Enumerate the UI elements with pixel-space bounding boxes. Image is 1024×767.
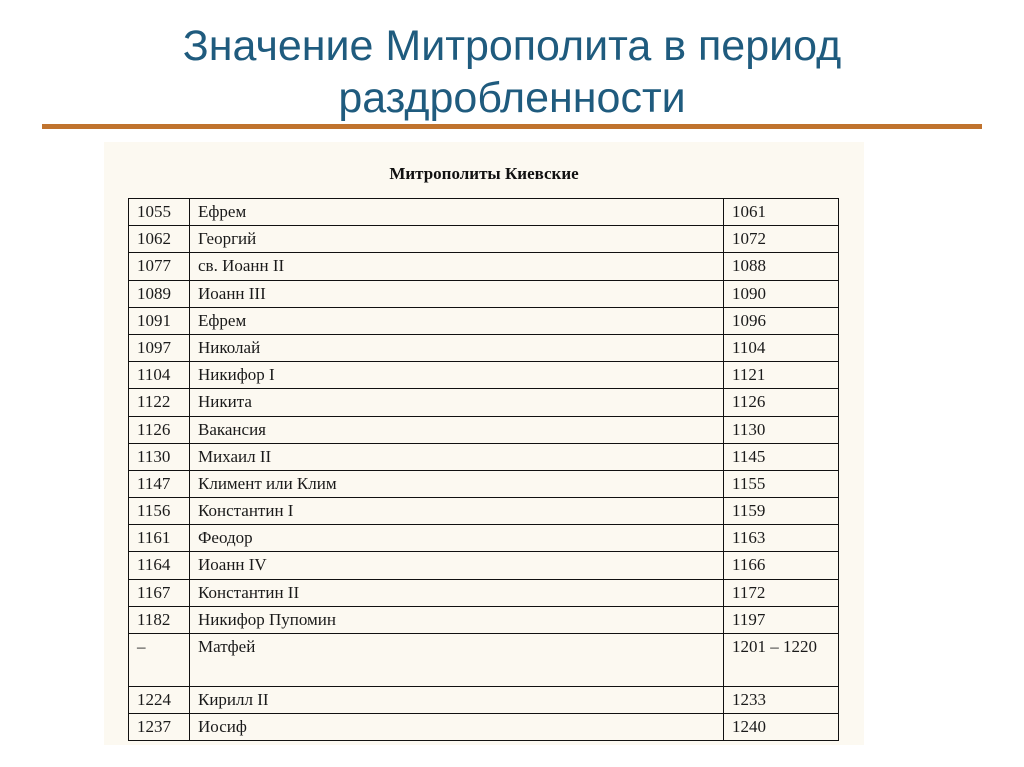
start-year-cell: 1077: [129, 253, 190, 280]
table-row: [129, 634, 839, 687]
metropolitan-name-cell: св. Иоанн II: [190, 253, 724, 280]
end-year-cell: 1130: [724, 416, 839, 443]
start-year-cell: 1156: [129, 498, 190, 525]
metropolitan-name-cell: Константин I: [190, 498, 724, 525]
table-row: [129, 687, 839, 714]
document-image: [104, 142, 864, 745]
start-year-cell: 1130: [129, 443, 190, 470]
table-row: [129, 226, 839, 253]
start-year-cell: 1147: [129, 470, 190, 497]
end-year-cell: 1126: [724, 389, 839, 416]
table-row: [129, 362, 839, 389]
metropolitan-name-cell: Никифор I: [190, 362, 724, 389]
slide-title-line-2: раздробленности: [338, 74, 686, 122]
end-year-cell: 1166: [724, 552, 839, 579]
start-year-cell: 1224: [129, 687, 190, 714]
metropolitan-name-cell: Иоанн IV: [190, 552, 724, 579]
start-year-cell: 1126: [129, 416, 190, 443]
table-row: [129, 334, 839, 361]
table-row: [129, 443, 839, 470]
end-year-cell: 1090: [724, 280, 839, 307]
start-year-cell: 1161: [129, 525, 190, 552]
metropolitan-name-cell: Никифор Пупомин: [190, 606, 724, 633]
metropolitan-name-cell: Георгий: [190, 226, 724, 253]
start-year-cell: 1237: [129, 714, 190, 741]
metropolitan-name-cell: Михаил II: [190, 443, 724, 470]
start-year-cell: 1055: [129, 199, 190, 226]
metropolitan-name-cell: Феодор: [190, 525, 724, 552]
table-row: [129, 525, 839, 552]
metropolitan-name-cell: Иосиф: [190, 714, 724, 741]
table-row: [129, 606, 839, 633]
title-divider: [42, 124, 982, 129]
slide-title: [0, 20, 1024, 124]
end-year-cell: 1163: [724, 525, 839, 552]
table-row: [129, 579, 839, 606]
end-year-cell: 1155: [724, 470, 839, 497]
end-year-cell: 1172: [724, 579, 839, 606]
end-year-cell: 1088: [724, 253, 839, 280]
end-year-cell: 1072: [724, 226, 839, 253]
start-year-cell: 1182: [129, 606, 190, 633]
end-year-cell: 1121: [724, 362, 839, 389]
start-year-cell: 1164: [129, 552, 190, 579]
table-row: [129, 498, 839, 525]
end-year-cell: 1159: [724, 498, 839, 525]
start-year-cell: 1104: [129, 362, 190, 389]
metropolitan-name-cell: Вакансия: [190, 416, 724, 443]
end-year-cell: 1061: [724, 199, 839, 226]
table-row: [129, 389, 839, 416]
metropolitan-name-cell: Иоанн III: [190, 280, 724, 307]
metropolitan-name-cell: Климент или Клим: [190, 470, 724, 497]
metropolitan-name-cell: Ефрем: [190, 307, 724, 334]
metropolitan-name-cell: Матфей: [190, 634, 724, 687]
start-year-cell: 1122: [129, 389, 190, 416]
table-row: [129, 552, 839, 579]
table-heading: Митрополиты Киевские: [389, 164, 579, 183]
end-year-cell: 1233: [724, 687, 839, 714]
table-row: [129, 253, 839, 280]
metropolitan-name-cell: Никита: [190, 389, 724, 416]
metropolitan-name-cell: Ефрем: [190, 199, 724, 226]
start-year-cell: –: [129, 634, 190, 687]
start-year-cell: 1097: [129, 334, 190, 361]
metropolitan-name-cell: Кирилл II: [190, 687, 724, 714]
end-year-cell: 1201 – 1220: [724, 634, 839, 687]
start-year-cell: 1091: [129, 307, 190, 334]
start-year-cell: 1089: [129, 280, 190, 307]
end-year-cell: 1197: [724, 606, 839, 633]
metropolitan-name-cell: Константин II: [190, 579, 724, 606]
end-year-cell: 1240: [724, 714, 839, 741]
metropolitans-table: [128, 198, 839, 741]
table-row: [129, 714, 839, 741]
table-body: [129, 199, 839, 741]
table-row: [129, 307, 839, 334]
table-row: [129, 470, 839, 497]
end-year-cell: 1096: [724, 307, 839, 334]
end-year-cell: 1104: [724, 334, 839, 361]
start-year-cell: 1062: [129, 226, 190, 253]
metropolitan-name-cell: Николай: [190, 334, 724, 361]
table-row: [129, 199, 839, 226]
start-year-cell: 1167: [129, 579, 190, 606]
end-year-cell: 1145: [724, 443, 839, 470]
slide-title-line-1: Значение Митрополита в период: [182, 22, 842, 70]
table-row: [129, 280, 839, 307]
table-row: [129, 416, 839, 443]
